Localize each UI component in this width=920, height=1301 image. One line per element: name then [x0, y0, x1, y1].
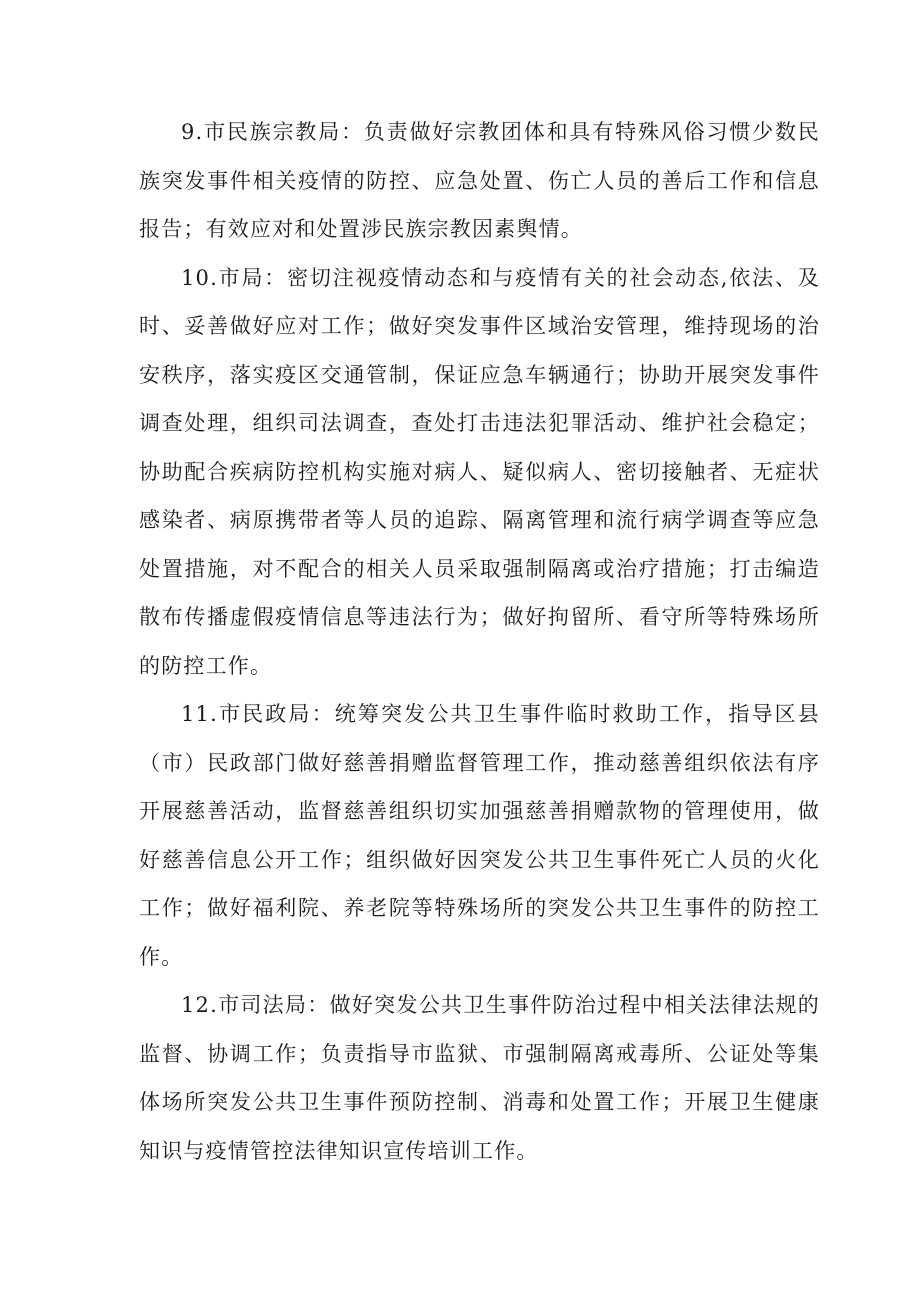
paragraph-item-9: 9.市民族宗教局：负责做好宗教团体和具有特殊风俗习惯少数民族突发事件相关疫情的防控、应急处置、伤亡人员的善后工作和信息报告；有效应对和处置涉民族宗教因素舆情。	[139, 120, 820, 241]
paragraph-item-12: 12.市司法局：做好突发公共卫生事件防治过程中相关法律法规的监督、协调工作；负责指导市监狱、市强制隔离戒毒所、公证处等集体场所突发公共卫生事件预防控制、消毒和处置工作；开展卫生健康知识与疫情管控法律知识宣传培训工作。	[139, 993, 820, 1163]
paragraph-item-10: 10.市局：密切注视疫情动态和与疫情有关的社会动态,依法、及时、妥善做好应对工作；做好突发事件区域治安管理，维持现场的治安秩序，落实疫区交通管制，保证应急车辆通行；协助开展突发事件调查处理，组织司法调查，查处打击违法犯罪活动、维护社会稳定；协助配合疾病防控机构实施对病人、疑似病人、密切接触者、无症状感染者、病原携带者等人员的追踪、隔离管理和流行病学调查等应急处置措施，对不配合的相关人员采取强制隔离或治疗措施；打击编造散布传播虚假疫情信息等违法行为；做好拘留所、看守所等特殊场所的防控工作。	[139, 265, 820, 678]
paragraph-item-11: 11.市民政局：统筹突发公共卫生事件临时救助工作，指导区县（市）民政部门做好慈善捐赠监督管理工作，推动慈善组织依法有序开展慈善活动，监督慈善组织切实加强慈善捐赠款物的管理使用，做好慈善信息公开工作；组织做好因突发公共卫生事件死亡人员的火化工作；做好福利院、养老院等特殊场所的突发公共卫生事件的防控工作。	[139, 702, 820, 969]
